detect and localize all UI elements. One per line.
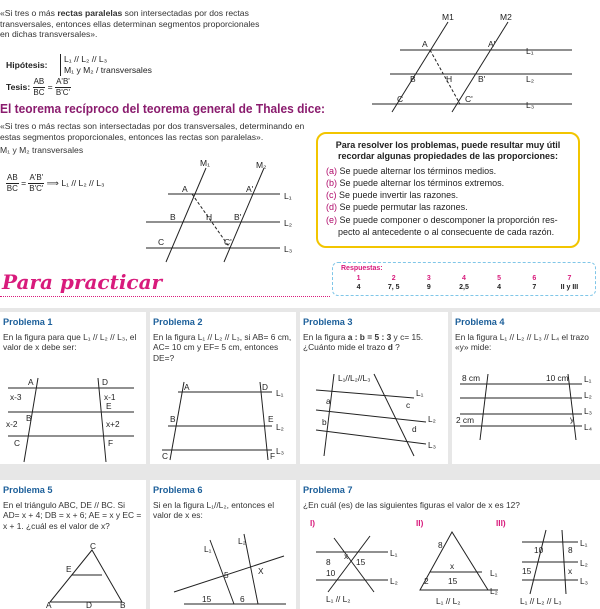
p7-f2-15: 15	[448, 576, 458, 586]
p4-label-8cm: 8 cm	[462, 373, 480, 383]
intro-line3: en dichas transversales».	[0, 29, 98, 40]
answer-value: 2,5	[459, 283, 469, 291]
tip-item-continuation: pecto al antecedente o al consecuente de cada razón.	[338, 226, 555, 237]
problem-7-figure-1	[304, 518, 404, 606]
problem-4-text: En la figura L₁ // L₂ // L₃ // L₄ el trazo «y» mide:	[455, 331, 589, 353]
p2-label-e: E	[268, 414, 274, 424]
p7-label-iii: III)	[496, 518, 506, 528]
answers-numbers	[341, 275, 587, 284]
problem-1-figure	[2, 374, 142, 464]
problem-2-title: Problema 2	[153, 317, 203, 327]
intro-line1-post: son intersectadas por dos rectas	[122, 8, 249, 18]
answer-number: 2	[391, 274, 396, 282]
hipotesis-line2: M₁ y M₂ / transversales	[64, 65, 152, 76]
p5-label-e: E	[66, 564, 72, 574]
p4-label-l3: L₃	[584, 406, 592, 416]
p3-label-b: b	[322, 417, 327, 427]
label-b: B	[410, 74, 416, 84]
intro-line1-bold: rectas paralelas	[57, 8, 123, 18]
theorem-line1: «Si tres o más rectas son intersectadas por dos transversales, determinando en	[0, 121, 305, 131]
p5-label-d: D	[86, 600, 92, 608]
tesis-block	[6, 78, 71, 97]
p7-f2-l1: L₁	[490, 568, 498, 578]
p7-f2-x: x	[450, 561, 455, 571]
p1-label-xp2: x+2	[106, 419, 120, 429]
p5-label-a: A	[46, 600, 52, 608]
p7-f1-x: x	[344, 551, 349, 561]
label-m1: M1	[442, 12, 454, 22]
p1-label-f: F	[108, 438, 114, 448]
p7-f3-l3: L₃	[580, 576, 588, 586]
problem-1-text: En la figura para que L₁ // L₂ // L₃, el valor de x debe ser:	[3, 331, 137, 353]
answer-number: 3	[426, 274, 431, 282]
answers-label: Respuestas:	[341, 265, 383, 272]
intro-line1-pre: «Si tres o más	[0, 8, 58, 18]
p7-f1-l1: L₁	[390, 548, 398, 558]
p3-label-d: d	[412, 424, 417, 434]
problem-2-card	[150, 312, 296, 464]
figure-thales-middle	[140, 156, 300, 266]
p7-f1-15: 15	[356, 557, 366, 567]
tip-item: (d) Se puede permutar las razones.	[326, 202, 468, 213]
problem-7-title: Problema 7	[303, 485, 353, 495]
problem-6-card	[150, 480, 296, 609]
label-c: C	[397, 94, 404, 104]
p6-label-15: 15	[202, 594, 212, 604]
problem-5-text: En el triángulo ABC, DE // BC. Si AD= x + 4; DB = x + 6; AE = x y EC = x + 1. ¿cuál es el valor de x?	[3, 499, 142, 532]
label-b-prime: B'	[478, 74, 486, 84]
theorem-line3: M₁ y M₂ transversales	[0, 145, 84, 156]
theorem-line2: estas segmentos proporcionales, entonces las rectas son paralelas».	[0, 131, 264, 142]
p5-label-b: B	[120, 600, 126, 608]
p3-label-top: L₁//L₂//L₃	[338, 373, 371, 383]
p7-f3-x: x	[568, 566, 573, 576]
p7-f3-l1: L₁	[580, 538, 588, 548]
mid-label-a: A	[182, 184, 188, 194]
label-a: A	[422, 39, 428, 49]
label-c-prime: C'	[465, 94, 473, 104]
tip-box	[316, 132, 580, 248]
label-a-prime: A'	[488, 39, 496, 49]
p2-label-l3: L₃	[276, 446, 284, 456]
tip-title-line2: recordar algunas propiedades de las proporciones:	[337, 151, 559, 162]
answer-value: 9	[426, 283, 431, 291]
problem-3-text: En la figura a : b = 5 : 3 y c= 15. ¿Cuánto mide el trazo d ?	[303, 331, 424, 353]
practice-title: Para practicar	[2, 270, 163, 294]
p3-label-c: c	[406, 400, 411, 410]
problem-1-title: Problema 1	[3, 317, 53, 327]
hipotesis-label: Hipótesis:	[6, 60, 48, 70]
p1-label-d: D	[102, 377, 108, 387]
label-l1: L₁	[526, 46, 534, 56]
tip-title-line1: Para resolver los problemas, puede resultar muy útil	[335, 140, 561, 150]
problem-4-card	[452, 312, 600, 464]
mid-label-b: B	[170, 212, 176, 222]
mid-label-m1: M₁	[200, 158, 210, 168]
p2-label-f: F	[270, 451, 276, 461]
hipotesis-line1: L₁ // L₂ // L₃	[64, 54, 108, 64]
p2-label-l1: L₁	[276, 388, 284, 398]
tip-item: (b) Se puede alternar los términos extremos.	[326, 177, 505, 188]
p7-f2-legend: L₁ // L₂	[436, 596, 461, 606]
problem-5-figure	[36, 542, 146, 608]
p7-f2-l2: L₂	[490, 586, 498, 596]
problem-3-card	[300, 312, 448, 464]
theorem-paragraph	[0, 121, 340, 156]
p2-label-b: B	[170, 414, 176, 424]
p6-label-5: 5	[224, 570, 229, 580]
p3-label-l2: L₂	[428, 414, 436, 424]
p4-label-2cm: 2 cm	[456, 415, 474, 425]
p7-f3-legend: L₁ // L₂ // L₃	[520, 596, 562, 606]
problem-4-title: Problema 4	[455, 317, 505, 327]
mid-label-h: H	[206, 212, 213, 222]
transversal-m2	[452, 22, 508, 112]
answer-number: 1	[356, 274, 361, 282]
problem-2-text: En la figura L₁ // L₂ // L₃, si AB= 6 cm, AC= 10 cm y EF= 5 cm, entonces DE=?	[153, 331, 292, 364]
problem-5-card	[0, 480, 146, 609]
answer-value: 4	[356, 283, 361, 291]
answer-value: 7, 5	[387, 283, 400, 291]
theorem-implication	[6, 174, 105, 193]
p3-label-l1: L₁	[416, 388, 424, 398]
implication-fraction-1: $\frac{AB}{BC}$	[6, 173, 18, 193]
p3-label-a: a	[326, 396, 331, 406]
p5-label-c: C	[90, 542, 96, 551]
answer-value: 7	[532, 283, 537, 291]
p7-f1-10: 10	[326, 568, 336, 578]
label-l3: L₃	[526, 100, 535, 110]
answer-number: 4	[462, 274, 466, 282]
problem-5-title: Problema 5	[3, 485, 53, 495]
mid-label-a-prime: A'	[246, 184, 254, 194]
answer-number: 6	[532, 274, 537, 282]
tesis-fraction-1: $\frac{AB}{BC}$	[33, 77, 45, 97]
p1-label-a: A	[28, 377, 34, 387]
figure-thales-top	[360, 6, 600, 114]
implication-equals: =	[21, 178, 27, 189]
problem-3-title: Problema 3	[303, 317, 353, 327]
p7-f3-15: 15	[522, 566, 532, 576]
theorem-heading: El teorema recíproco del teorema general de Thales dice:	[0, 101, 326, 116]
problem-2-figure	[152, 380, 296, 464]
answer-value: II y III	[560, 283, 579, 291]
intro-paragraph	[0, 8, 300, 40]
answers-values	[341, 284, 587, 293]
p2-label-l2: L₂	[276, 422, 284, 432]
answer-number: 7	[567, 274, 572, 282]
mid-label-l2: L₂	[284, 218, 293, 228]
problem-6-figure	[154, 532, 294, 608]
p7-f3-10: 10	[534, 545, 544, 555]
p7-f2-2: 2	[424, 576, 429, 586]
problem-7-text: ¿En cuál (es) de las siguientes figuras el valor de x es 12?	[303, 499, 520, 510]
mid-label-m2: M₂	[256, 160, 267, 170]
problem-6-text: Si en la figura L₁//L₂, entonces el valor de x es:	[153, 499, 275, 521]
p4-label-y: y	[570, 414, 575, 424]
problem-7-card	[300, 480, 600, 609]
p7-label-i: I)	[310, 518, 316, 528]
p1-label-c: C	[14, 438, 20, 448]
answer-number: 5	[497, 274, 502, 282]
p1-label-x3: x-3	[10, 392, 22, 402]
p1-label-e: E	[106, 401, 112, 411]
p4-label-l2: L₂	[584, 390, 592, 400]
intro-line2: transversales, entonces ellas determinan segmentos proporcionales	[0, 18, 260, 29]
tesis-label: Tesis:	[6, 82, 31, 93]
p3-label-l3: L₃	[428, 440, 436, 450]
p7-f1-legend: L₁ // L₂	[326, 594, 351, 604]
tesis-equals: =	[47, 82, 53, 93]
p7-f2-8: 8	[438, 540, 443, 550]
p7-label-ii: II)	[416, 518, 424, 528]
p1-label-x2: x-2	[6, 419, 18, 429]
p7-f1-l2: L₂	[390, 576, 398, 586]
p6-label-x: X	[258, 566, 264, 576]
problem-7-figure-3	[496, 518, 596, 606]
mid-label-b-prime: B'	[234, 212, 242, 222]
p7-f3-8: 8	[568, 545, 573, 555]
p4-label-l1: L₁	[584, 374, 592, 384]
mid-label-l3: L₃	[284, 244, 293, 254]
tip-item: (c) Se puede invertir las razones.	[326, 190, 459, 200]
label-l2: L₂	[526, 74, 535, 84]
implication-fraction-2: $\frac{A'B'}{B'C'}$	[29, 173, 44, 193]
mid-label-c-prime: C'	[224, 237, 232, 247]
p6-label-l2: L₂	[238, 536, 246, 546]
answer-value: 4	[497, 283, 502, 291]
p6-label-6: 6	[240, 594, 245, 604]
problem-4-figure	[452, 370, 598, 450]
tip-item: (e) Se puede componer o descomponer la proporción res-	[326, 214, 558, 225]
tip-item: (a) Se puede alternar los términos medios.	[326, 165, 497, 176]
p1-label-x1: x-1	[104, 392, 116, 402]
p4-label-10cm: 10 cm	[546, 373, 569, 383]
p6-label-l1: L₁	[204, 544, 212, 554]
problem-6-title: Problema 6	[153, 485, 203, 495]
tesis-fraction-2: $\frac{A'B'}{B'C'}$	[55, 77, 71, 97]
problem-3-figure	[302, 368, 448, 462]
tip-list	[326, 166, 570, 239]
label-h: H	[446, 74, 453, 84]
mid-label-c: C	[158, 237, 165, 247]
problem-1-card	[0, 312, 146, 464]
p2-label-d: D	[262, 382, 268, 392]
p4-label-l4: L₄	[584, 422, 593, 432]
implication-result: ⟹ L₁ // L₂ // L₃	[46, 178, 105, 189]
answers-box	[332, 262, 596, 296]
label-m2: M2	[500, 12, 512, 22]
mid-label-l1: L₁	[284, 191, 292, 201]
practice-underline	[0, 296, 330, 297]
p2-label-a: A	[184, 382, 190, 392]
dashed-segment	[430, 50, 460, 104]
p7-f1-8: 8	[326, 557, 331, 567]
p7-f3-l2: L₂	[580, 558, 588, 568]
p2-label-c: C	[162, 451, 168, 461]
p1-label-b: B	[26, 413, 32, 423]
